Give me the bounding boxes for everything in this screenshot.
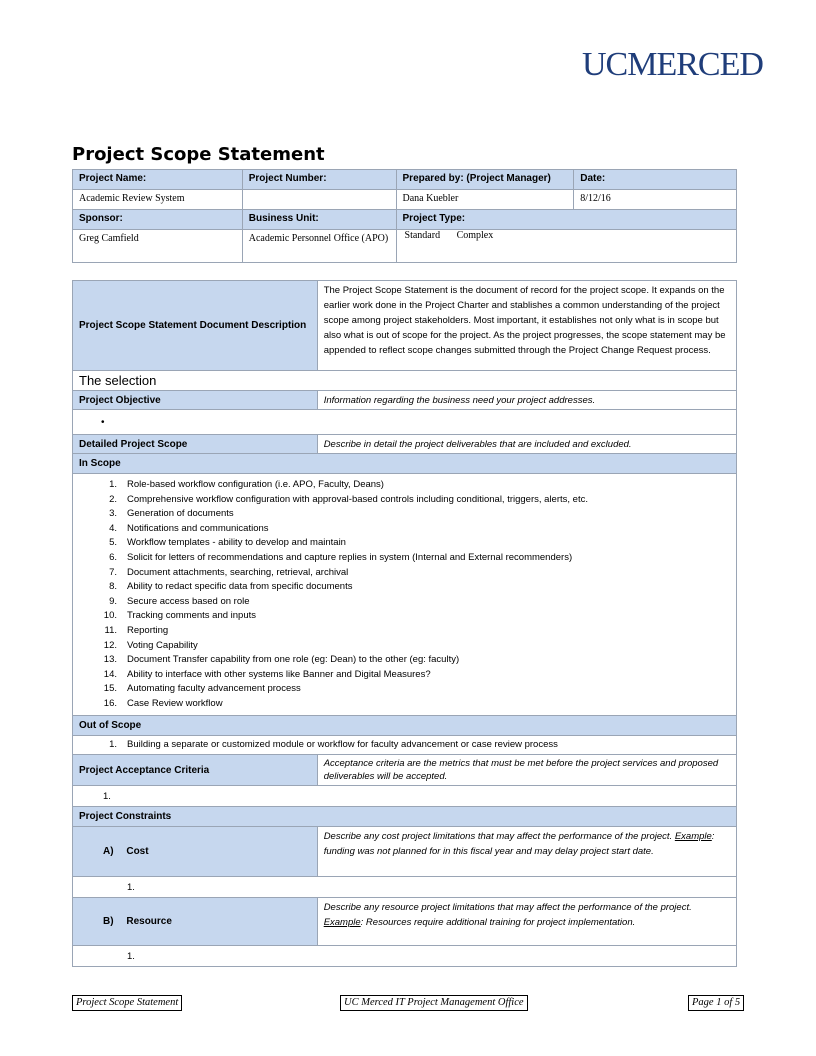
resource-example-word: Example: [323, 917, 361, 929]
constraints-label: Project Constraints: [73, 807, 737, 827]
cost-letter: A): [103, 846, 114, 858]
project-type-label: Project Type:: [396, 210, 736, 230]
list-item-text: Role-based workflow configuration (i.e. APO, Faculty, Deans): [127, 479, 384, 490]
list-item-text: Secure access based on role: [127, 595, 250, 607]
list-item: [73, 738, 736, 753]
acceptance-item-number: 1.: [73, 786, 737, 807]
scope-table: [72, 280, 737, 967]
cost-hint-start: Describe any cost project limitations that may affect the performance of the project.: [323, 831, 675, 843]
list-item-number: 11.: [104, 624, 117, 636]
list-item-number: 1.: [109, 738, 117, 750]
list-item-text: Automating faculty advancement process: [127, 683, 301, 695]
list-item-number: 12.: [103, 639, 117, 651]
sponsor-value: Greg Camfield: [73, 230, 243, 263]
cost-item-number: 1.: [73, 877, 737, 898]
doc-description-text: The Project Scope Statement is the document of record for the project scope. It expands on the earlier work done in the Project Charter and stablishes a common understanding of the project scope among project stakeholders. Most important, it establishes not only what is in scope but also what is out of scope for the project. As the project progresses, the scope statement may be appended to reflect scope changes submitted through the Project Change Request process.: [317, 281, 736, 371]
resource-constraint-hint: [317, 898, 736, 946]
list-item-number: 8.: [109, 581, 117, 593]
resource-item-number: 1.: [73, 946, 737, 967]
list-item-number: 15.: [103, 683, 117, 695]
resource-hint-end: : Resources require additional training for project implementation.: [360, 917, 636, 929]
list-item: [73, 566, 736, 581]
project-name-label: Project Name:: [73, 170, 243, 190]
cost-constraint-hint: [317, 827, 736, 877]
objective-bullet: •: [73, 410, 737, 435]
list-item-text: Reporting: [127, 624, 169, 636]
list-item: [73, 653, 736, 668]
uc-merced-logo: UCMERCED: [582, 46, 763, 83]
list-item-text: Notifications and communications: [127, 522, 269, 534]
list-item-number: 5.: [109, 537, 117, 549]
in-scope-list: [73, 478, 736, 712]
list-item-number: 3.: [109, 508, 117, 520]
in-scope-list-cell: [73, 474, 737, 716]
list-item-number: 6.: [109, 551, 117, 563]
acceptance-criteria-hint: Acceptance criteria are the metrics that must be met before the project services and proposed deliverables will be accepted.: [317, 755, 736, 786]
business-unit-label: Business Unit:: [242, 210, 396, 230]
objective-label: Project Objective: [73, 391, 318, 410]
date-value: 8/12/16: [574, 190, 737, 210]
in-scope-label: In Scope: [73, 454, 737, 474]
list-item-number: 10.: [103, 610, 117, 622]
list-item-number: 4.: [109, 522, 117, 534]
doc-description-label: Project Scope Statement Document Description: [73, 281, 318, 371]
selection-text: The selection: [73, 371, 737, 391]
list-item: [73, 609, 736, 624]
acceptance-criteria-label: Project Acceptance Criteria: [73, 755, 318, 786]
resource-letter: B): [103, 916, 114, 928]
list-item: [73, 595, 736, 610]
list-item-text: Solicit for letters of recommendations and capture replies in system (Internal and External recommenders): [127, 551, 573, 563]
resource-constraint-label: [73, 898, 318, 946]
footer-document-name: Project Scope Statement: [72, 995, 182, 1011]
resource-hint-start: Describe any resource project limitations that may affect the performance of the project.: [323, 902, 692, 914]
list-item: [73, 551, 736, 566]
out-of-scope-label: Out of Scope: [73, 715, 737, 735]
list-item-text: Document Transfer capability from one role (eg: Dean) to the other (eg: faculty): [127, 654, 460, 666]
project-type-complex[interactable]: Complex: [456, 230, 494, 241]
list-item-number: 7.: [109, 566, 117, 578]
list-item: [73, 522, 736, 537]
footer-office-name: UC Merced IT Project Management Office: [340, 995, 528, 1011]
list-item-number: 1.: [109, 479, 117, 490]
list-item: [73, 478, 736, 493]
list-item: [73, 668, 736, 683]
detailed-scope-label: Detailed Project Scope: [73, 435, 318, 454]
date-label: Date:: [574, 170, 737, 190]
list-item-text: Tracking comments and inputs: [127, 610, 257, 622]
prepared-by-value: Dana Kuebler: [396, 190, 574, 210]
project-number-value: [242, 190, 396, 210]
prepared-by-label: Prepared by: (Project Manager): [396, 170, 574, 190]
list-item-text: Building a separate or customized module or workflow for faculty advancement or case review process: [127, 738, 558, 750]
list-item: [73, 639, 736, 654]
list-item-text: Ability to redact specific data from specific documents: [127, 581, 353, 593]
list-item-text: Comprehensive workflow configuration with approval-based controls including conditional, triggers, alerts, etc.: [127, 493, 588, 505]
page-title: Project Scope Statement: [72, 144, 325, 165]
list-item-text: Voting Capability: [127, 639, 198, 651]
resource-label: Resource: [126, 916, 172, 928]
project-name-value: Academic Review System: [73, 190, 243, 210]
list-item-text: Ability to interface with other systems like Banner and Digital Measures?: [127, 668, 431, 680]
list-item-number: 13.: [103, 654, 117, 666]
business-unit-value: Academic Personnel Office (APO): [242, 230, 396, 263]
list-item-number: 9.: [109, 595, 117, 607]
list-item-number: 14.: [103, 668, 117, 680]
list-item: [73, 682, 736, 697]
project-info-table: [72, 169, 737, 263]
project-number-label: Project Number:: [242, 170, 396, 190]
detailed-scope-hint: Describe in detail the project deliverables that are included and excluded.: [317, 435, 736, 454]
cost-example-word: Example: [674, 831, 712, 843]
sponsor-label: Sponsor:: [73, 210, 243, 230]
list-item-number: 2.: [109, 493, 117, 505]
objective-hint: Information regarding the business need your project addresses.: [317, 391, 736, 410]
list-item: [73, 697, 736, 712]
footer-page-number: Page 1 of 5: [688, 995, 744, 1011]
list-item-text: Generation of documents: [127, 508, 234, 520]
project-type-options: [396, 230, 736, 263]
list-item: [73, 507, 736, 522]
cost-constraint-label: [73, 827, 318, 877]
cost-label: Cost: [126, 846, 149, 858]
list-item-text: Workflow templates - ability to develop and maintain: [127, 537, 346, 549]
out-of-scope-list-cell: [73, 735, 737, 755]
list-item-text: Document attachments, searching, retrieval, archival: [127, 566, 349, 578]
cost-hint-end: : funding was not planned for in this fiscal year and may delay project start date.: [323, 831, 715, 858]
list-item: [73, 624, 736, 639]
project-type-standard[interactable]: Standard: [404, 230, 441, 241]
list-item: [73, 536, 736, 551]
list-item-text: Case Review workflow: [127, 697, 223, 709]
list-item: [73, 493, 736, 508]
list-item-number: 16.: [103, 697, 117, 709]
list-item: [73, 580, 736, 595]
